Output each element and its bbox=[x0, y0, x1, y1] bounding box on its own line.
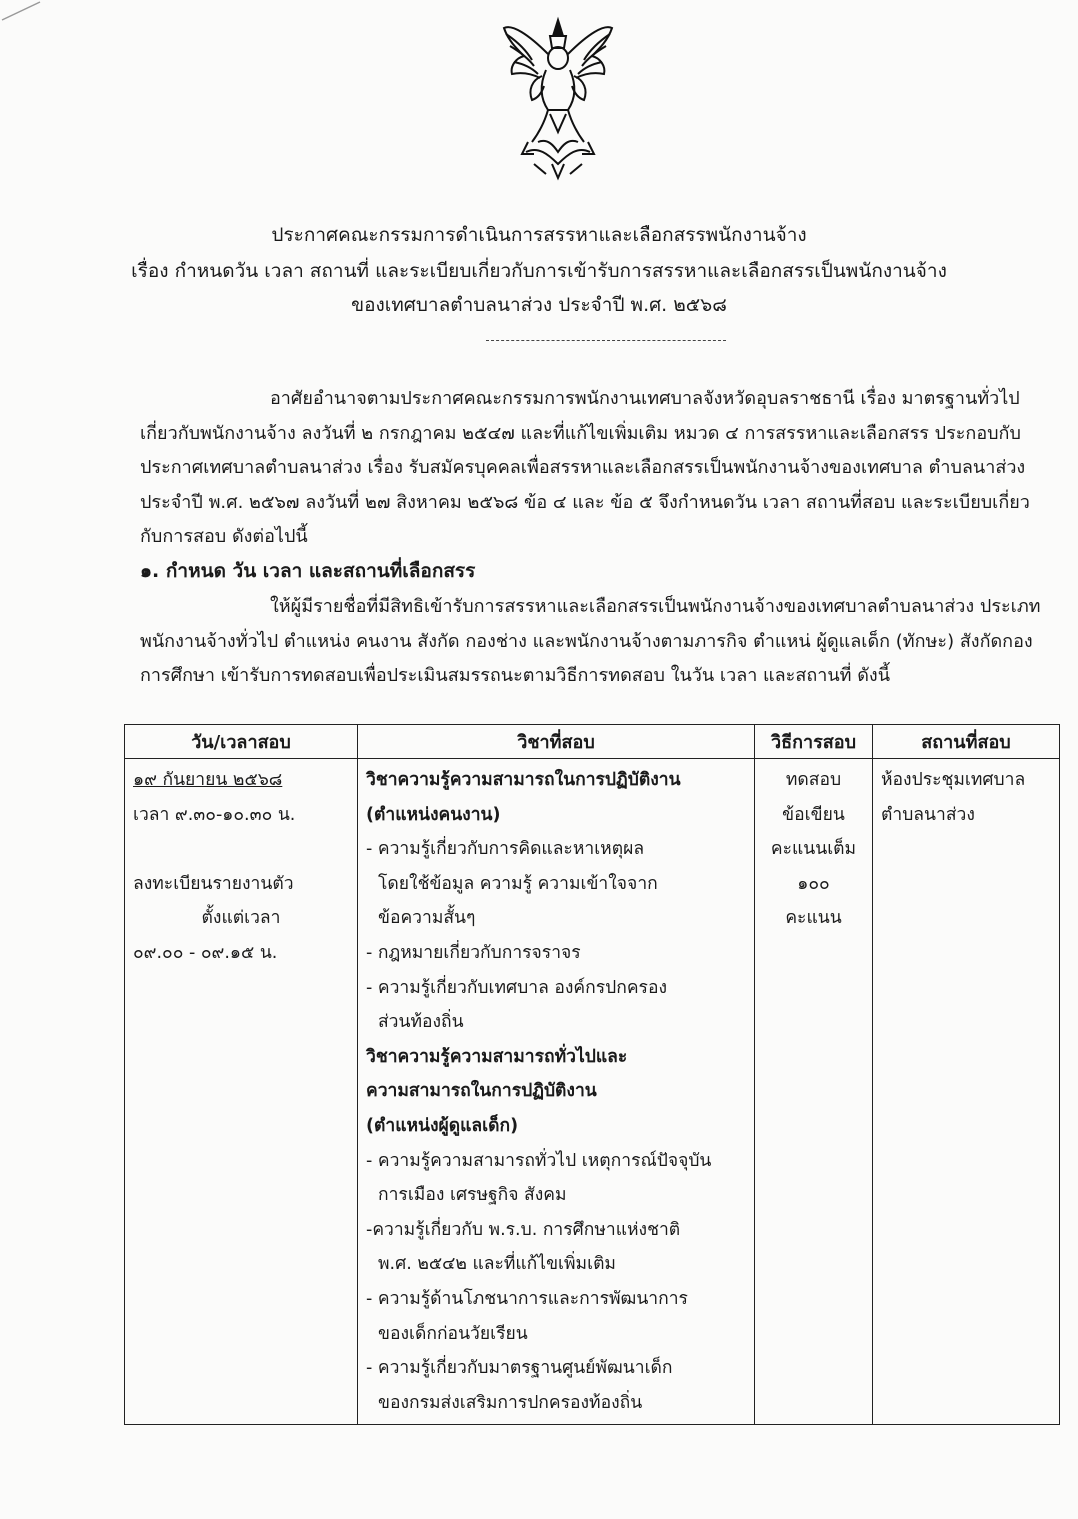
subject-1-item-cont: โดยใช้ข้อมูล ความรู้ ความเข้าใจจาก bbox=[378, 873, 658, 894]
subject-2-item-cont: ของกรมส่งเสริมการปกครองท้องถิ่น bbox=[378, 1392, 643, 1413]
subject-1-title: วิชาความรู้ความสามารถในการปฏิบัติงาน bbox=[366, 770, 681, 790]
section-1-paragraph bbox=[140, 590, 1045, 694]
method-line: ข้อเขียน bbox=[782, 804, 845, 825]
location-line: ตำบลนาส่วง bbox=[881, 804, 975, 825]
announcement-title: ประกาศคณะกรรมการดำเนินการสรรหาและเลือกสรรพนักงานจ้าง bbox=[271, 224, 807, 246]
title-divider bbox=[486, 340, 726, 341]
corner-pen-mark bbox=[0, 0, 60, 22]
method-line: คะแนนเต็ม bbox=[770, 839, 857, 860]
subject-2-item-cont: การเมือง เศรษฐกิจ สังคม bbox=[378, 1185, 567, 1206]
registration-from: ตั้งแต่เวลา bbox=[201, 908, 281, 929]
subject-1-item: - ความรู้เกี่ยวกับเทศบาล องค์กรปกครอง bbox=[366, 977, 668, 998]
subject-2-item: -ความรู้เกี่ยวกับ พ.ร.บ. การศึกษาแห่งชาติ bbox=[366, 1219, 681, 1240]
registration-time: ๐๙.๐๐ - ๐๙.๑๕ น. bbox=[133, 942, 278, 963]
method-line: คะแนน bbox=[785, 908, 842, 929]
header-method: วิธีการสอบ bbox=[755, 725, 873, 759]
table-header-row bbox=[125, 725, 1060, 759]
subject-cell bbox=[358, 759, 755, 1425]
registration-label: ลงทะเบียนรายงานตัว bbox=[133, 873, 294, 894]
subject-1-item-cont: ส่วนท้องถิ่น bbox=[378, 1012, 464, 1033]
header-subject: วิชาที่สอบ bbox=[358, 725, 755, 759]
method-line: ๑๐๐ bbox=[797, 873, 830, 894]
garuda-emblem bbox=[498, 14, 618, 184]
subject-1-item: - ความรู้เกี่ยวกับการคิดและหาเหตุผล bbox=[366, 839, 645, 860]
subject-2-title-cont: ความสามารถในการปฏิบัติงาน bbox=[366, 1081, 597, 1102]
subject-2-item-cont: ของเด็กก่อนวัยเรียน bbox=[378, 1323, 528, 1344]
date-time-cell bbox=[125, 759, 358, 1425]
subject-2-item-cont: พ.ศ. ๒๕๔๒ และที่แก้ไขเพิ่มเติม bbox=[378, 1254, 616, 1275]
intro-paragraph-text: อาศัยอำนาจตามประกาศคณะกรรมการพนักงานเทศบาลจังหวัดอุบลราชธานี เรื่อง มาตรฐานทั่วไปเกี่ยวกับพนักงานจ้าง ลงวันที่ ๒ กรกฎาคม ๒๕๔๗ และที่แก้ไขเพิ่มเติม หมวด ๔ การสรรหาและเลือกสรร ประกอบกับประกาศเทศบาลตำบลนาส่วง เรื่อง รับสมัครบุคคลเพื่อสรรหาและเลือกสรรเป็นพนักงานจ้างของเทศบาล ตำบลนาส่วง ประจำปี พ.ศ. ๒๕๖๗ ลงวันที่ ๒๗ สิงหาคม ๒๕๖๘ ข้อ ๔ และ ข้อ ๕ จึงกำหนดวัน เวลา สถานที่สอบ และระเบียบเกี่ยวกับการสอบ ดังต่อไปนี้ bbox=[140, 388, 1030, 548]
subject-2-item: - ความรู้ด้านโภชนาการและการพัฒนาการ bbox=[366, 1288, 688, 1309]
section-1-heading: ๑. กำหนด วัน เวลา และสถานที่เลือกสรร bbox=[140, 560, 476, 582]
announcement-subject: เรื่อง กำหนดวัน เวลา สถานที่ และระเบียบเกี่ยวกับการเข้ารับการสรรหาและเลือกสรรเป็นพนักงานจ้าง bbox=[131, 260, 947, 282]
subject-2-item: - ความรู้ความสามารถทั่วไป เหตุการณ์ปัจจุบัน bbox=[366, 1150, 712, 1171]
location-cell bbox=[873, 759, 1060, 1425]
exam-time: เวลา ๙.๓๐-๑๐.๓๐ น. bbox=[133, 804, 296, 825]
location-line: ห้องประชุมเทศบาล bbox=[881, 770, 1026, 790]
section-1-paragraph-text: ให้ผู้มีรายชื่อที่มีสิทธิเข้ารับการสรรหาและเลือกสรรเป็นพนักงานจ้างของเทศบาลตำบลนาส่วง ประเภทพนักงานจ้างทั่วไป ตำแหน่ง คนงาน สังกัด กองช่าง และพนักงานจ้างตามภารกิจ ตำแหน่ ผู้ดูแลเด็ก (ทักษะ) สังกัดกองการศึกษา เข้ารับการทดสอบเพื่อประเมินสมรรถนะตามวิธีการทดสอบ ในวัน เวลา และสถานที่ ดังนี้ bbox=[140, 596, 1041, 687]
subject-1-position: (ตำแหน่งคนงาน) bbox=[366, 804, 501, 825]
header-location: สถานที่สอบ bbox=[873, 725, 1060, 759]
announcement-organization: ของเทศบาลตำบลนาส่วง ประจำปี พ.ศ. ๒๕๖๘ bbox=[351, 294, 727, 316]
exam-schedule-table bbox=[124, 724, 1060, 1425]
subject-1-item: - กฎหมายเกี่ยวกับการจราจร bbox=[366, 942, 581, 963]
subject-2-position: (ตำแหน่งผู้ดูแลเด็ก) bbox=[366, 1115, 519, 1136]
table-row bbox=[125, 759, 1060, 1425]
subject-1-item-cont: ข้อความสั้นๆ bbox=[378, 908, 476, 929]
method-line: ทดสอบ bbox=[785, 770, 842, 790]
subject-2-item: - ความรู้เกี่ยวกับมาตรฐานศูนย์พัฒนาเด็ก bbox=[366, 1358, 673, 1379]
header-date-time: วัน/เวลาสอบ bbox=[125, 725, 358, 759]
method-cell bbox=[755, 759, 873, 1425]
subject-2-title: วิชาความรู้ความสามารถทั่วไปและ bbox=[366, 1046, 628, 1067]
exam-date: ๑๙ กันยายน ๒๕๖๘ bbox=[133, 770, 283, 790]
intro-paragraph bbox=[140, 382, 1045, 555]
